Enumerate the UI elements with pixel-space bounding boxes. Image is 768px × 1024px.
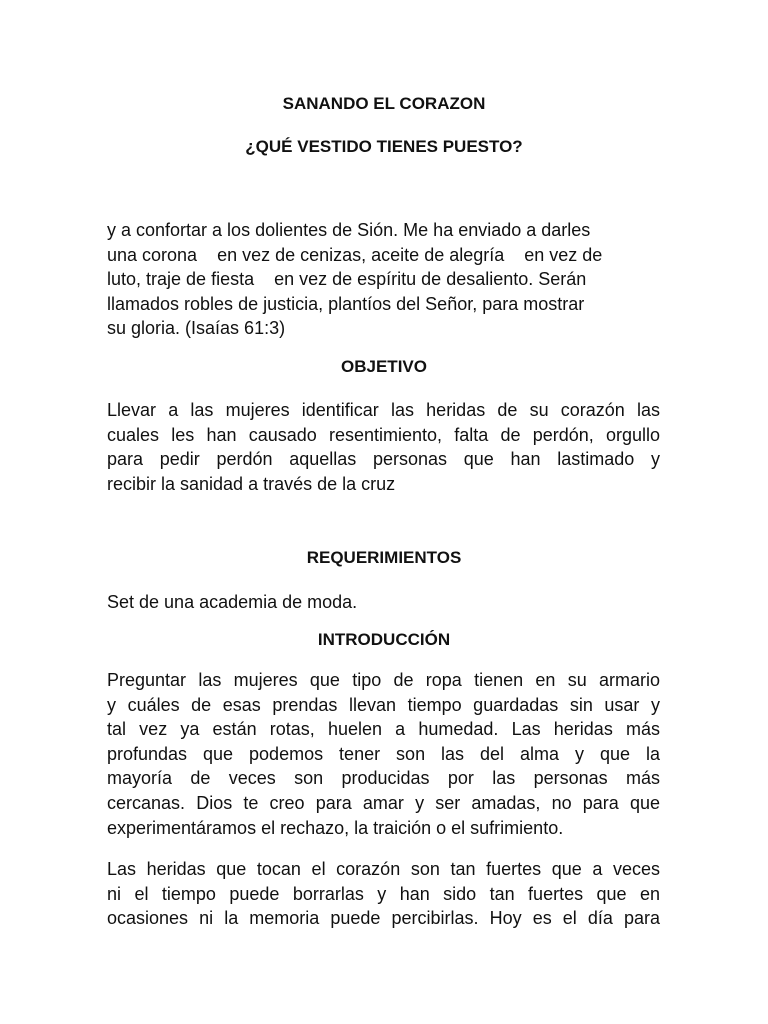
introduction-line: profundas que podemos tener son las del alma y que la bbox=[107, 743, 660, 764]
verse-line: una corona en vez de cenizas, aceite de alegría en vez de bbox=[107, 244, 603, 265]
closing-paragraph bbox=[107, 857, 660, 931]
closing-line: Las heridas que tocan el corazón son tan fuertes que a veces bbox=[107, 859, 660, 879]
introduction-paragraph bbox=[107, 668, 660, 840]
requirements-text: Set de una academia de moda. bbox=[107, 592, 358, 612]
introduction-line: experimentáramos el rechazo, la traición o el sufrimiento. bbox=[107, 817, 564, 838]
requirements-heading: REQUERIMIENTOS bbox=[306, 548, 462, 567]
verse-line: luto, traje de fiesta en vez de espíritu de desaliento. Serán bbox=[107, 269, 587, 290]
requirements-paragraph bbox=[107, 590, 660, 615]
objective-line: cuales les han causado resentimiento, falta de perdón, orgullo bbox=[107, 424, 660, 445]
verse-line: su gloria. (Isaías 61:3) bbox=[107, 318, 286, 339]
introduction-line: tal vez ya están rotas, huelen a humedad. Las heridas más bbox=[107, 719, 660, 740]
closing-line: ocasiones ni la memoria puede percibirlas. Hoy es el día para bbox=[107, 908, 660, 929]
verse-line: y a confortar a los dolientes de Sión. Me ha enviado a darles bbox=[107, 220, 591, 240]
document-subtitle: ¿QUÉ VESTIDO TIENES PUESTO? bbox=[245, 137, 523, 156]
introduction-heading: INTRODUCCIÓN bbox=[317, 630, 451, 649]
verse-line: llamados robles de justicia, plantíos del Señor, para mostrar bbox=[107, 293, 585, 314]
objective-line: para pedir perdón aquellas personas que han lastimado y bbox=[107, 449, 660, 470]
objective-paragraph bbox=[107, 398, 660, 496]
verse-paragraph bbox=[107, 218, 660, 341]
introduction-line: cercanas. Dios te creo para amar y ser amadas, no para que bbox=[107, 792, 660, 813]
document-title: SANANDO EL CORAZON bbox=[282, 94, 486, 113]
objective-line: recibir la sanidad a través de la cruz bbox=[107, 473, 396, 494]
introduction-line: y cuáles de esas prendas llevan tiempo guardadas sin usar y bbox=[107, 694, 660, 715]
introduction-line: mayoría de veces son producidas por las personas más bbox=[107, 768, 660, 789]
closing-line: ni el tiempo puede borrarlas y han sido tan fuertes que en bbox=[107, 883, 660, 904]
introduction-line: Preguntar las mujeres que tipo de ropa tienen en su armario bbox=[107, 670, 660, 690]
objective-heading: OBJETIVO bbox=[341, 357, 427, 376]
objective-line: Llevar a las mujeres identificar las heridas de su corazón las bbox=[107, 400, 660, 420]
